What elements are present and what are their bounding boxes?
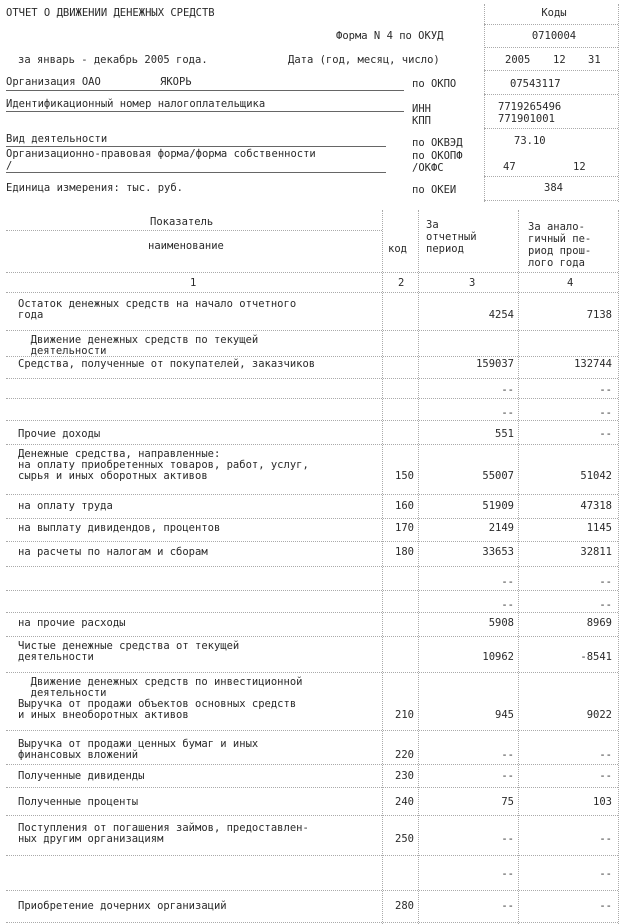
okfs-label: /ОКФС	[412, 162, 444, 174]
row-current-period: 33653	[482, 546, 514, 558]
inn-underline	[6, 111, 404, 112]
col3-header-1: За	[426, 219, 439, 231]
header-divider	[6, 230, 382, 231]
row-separator	[6, 420, 618, 421]
codes-box-right	[618, 4, 619, 202]
col4-header-1: За анало-	[528, 221, 585, 233]
row-separator	[6, 330, 618, 331]
row-previous-period: --	[599, 749, 612, 761]
inn-value: 7719265496	[498, 101, 562, 113]
row-separator	[6, 518, 618, 519]
okei-label: по ОКЕИ	[412, 184, 457, 196]
row-label: сырья и иных оборотных активов	[18, 470, 208, 482]
date-day: 31	[588, 54, 601, 66]
col2-number: 2	[398, 277, 405, 289]
row-separator	[6, 612, 618, 613]
row-previous-period: -8541	[580, 651, 612, 663]
org-underline	[6, 90, 404, 91]
row-previous-period: --	[599, 770, 612, 782]
kpp-label: КПП	[412, 115, 431, 127]
row-label: на прочие расходы	[18, 617, 126, 629]
form-code: 0710004	[531, 30, 577, 42]
row-current-period: 75	[501, 796, 514, 808]
inn-title: Идентификационный номер налогоплательщика	[6, 98, 266, 110]
row-previous-period: 1145	[586, 522, 612, 534]
col1-header-2: наименование	[148, 240, 224, 252]
row-current-period: --	[501, 749, 514, 761]
row-current-period: 551	[495, 428, 514, 440]
col4-number: 4	[567, 277, 574, 289]
row-label: деятельности	[18, 687, 107, 699]
row-separator	[6, 378, 618, 379]
numbers-bottom-line	[6, 292, 618, 293]
row-separator	[6, 815, 618, 816]
row-label: на расчеты по налогам и сборам	[18, 546, 208, 558]
col1-header-1: Показатель	[150, 216, 214, 228]
row-current-period: --	[501, 576, 514, 588]
row-separator	[6, 672, 618, 673]
codes-box-line	[484, 128, 618, 129]
col3-number: 3	[469, 277, 476, 289]
codes-box-line	[484, 70, 618, 71]
row-current-period: 2149	[488, 522, 514, 534]
date-label: Дата (год, месяц, число)	[288, 54, 440, 66]
row-label: Полученные проценты	[18, 796, 139, 808]
row-current-period: 55007	[482, 470, 514, 482]
activity-underline	[6, 146, 386, 147]
row-previous-period: 103	[593, 796, 612, 808]
activity-label: Вид деятельности	[6, 133, 108, 145]
row-label: деятельности	[18, 651, 94, 663]
row-current-period: --	[501, 599, 514, 611]
row-current-period: --	[501, 384, 514, 396]
col3-header-3: период	[426, 243, 464, 255]
report-title: ОТЧЕТ О ДВИЖЕНИИ ДЕНЕЖНЫХ СРЕДСТВ	[6, 7, 215, 19]
row-code: 180	[395, 546, 414, 558]
row-separator	[6, 590, 618, 591]
row-separator	[6, 922, 618, 923]
col-divider	[518, 210, 519, 924]
legal-form-label: Организационно-правовая форма/форма собственности	[6, 148, 316, 160]
legal-form-underline	[6, 172, 386, 173]
row-label: Полученные дивиденды	[18, 770, 145, 782]
row-label: Движение денежных средств по инвестиционной	[18, 676, 303, 688]
row-separator	[6, 730, 618, 731]
row-label: Прочие доходы	[18, 428, 101, 440]
okpo-code: 07543117	[510, 78, 561, 90]
codes-box-line	[484, 176, 618, 177]
row-separator	[6, 356, 618, 357]
codes-box-line	[484, 94, 618, 95]
row-label: года	[18, 309, 44, 321]
row-separator	[6, 566, 618, 567]
row-label: Средства, полученные от покупателей, заказчиков	[18, 358, 316, 370]
row-separator	[6, 636, 618, 637]
row-code: 150	[395, 470, 414, 482]
row-label: Денежные средства, направленные:	[18, 448, 221, 460]
row-separator	[6, 494, 618, 495]
row-separator	[6, 855, 618, 856]
codes-label: Коды	[541, 7, 567, 19]
codes-box-line	[484, 24, 618, 25]
row-separator	[6, 398, 618, 399]
row-code: 250	[395, 833, 414, 845]
period-label: за январь - декабрь 2005 года.	[18, 54, 208, 66]
row-previous-period: --	[599, 576, 612, 588]
row-current-period: 51909	[482, 500, 514, 512]
form-label: Форма N 4 по ОКУД	[336, 30, 444, 42]
unit-label: Единица измерения: тыс. руб.	[6, 182, 184, 194]
row-current-period: 159037	[476, 358, 514, 370]
row-separator	[6, 764, 618, 765]
row-label: Приобретение дочерних организаций	[18, 900, 227, 912]
row-previous-period: 51042	[580, 470, 612, 482]
row-label: Поступления от погашения займов, предоставлен-	[18, 822, 309, 834]
row-label: на оплату приобретенных товаров, работ, услуг,	[18, 459, 309, 471]
row-label: Выручка от продажи объектов основных средств	[18, 698, 297, 710]
col4-header-3: риод прош-	[528, 245, 592, 257]
header-bottom-line	[6, 272, 618, 273]
codes-box-line	[484, 200, 618, 201]
col4-header-4: лого года	[528, 257, 585, 269]
okfs-code: 12	[573, 161, 586, 173]
row-label: деятельности	[18, 345, 107, 357]
okopf-code: 47	[503, 161, 516, 173]
org-label: Организация ОАО	[6, 76, 101, 88]
kpp-value: 771901001	[498, 113, 555, 125]
row-previous-period: --	[599, 428, 612, 440]
col4-header-2: гичный пе-	[528, 233, 592, 245]
row-code: 210	[395, 709, 414, 721]
row-current-period: --	[501, 770, 514, 782]
row-label: и иных внеоборотных активов	[18, 709, 189, 721]
row-label: финансовых вложений	[18, 749, 139, 761]
okved-label: по ОКВЭД	[412, 137, 463, 149]
row-previous-period: --	[599, 384, 612, 396]
row-code: 240	[395, 796, 414, 808]
row-previous-period: 9022	[586, 709, 612, 721]
legal-form-slash: /	[6, 160, 13, 172]
row-current-period: --	[501, 407, 514, 419]
row-separator	[6, 787, 618, 788]
row-label: на выплату дивидендов, процентов	[18, 522, 221, 534]
row-label: Остаток денежных средств на начало отчетного	[18, 298, 297, 310]
row-current-period: 4254	[488, 309, 514, 321]
row-code: 160	[395, 500, 414, 512]
row-previous-period: --	[599, 900, 612, 912]
codes-box-left	[484, 4, 485, 202]
codes-box-line	[484, 47, 618, 48]
row-current-period: --	[501, 833, 514, 845]
okopf-label: по ОКОПФ	[412, 150, 463, 162]
org-name: ЯКОРЬ	[160, 76, 192, 88]
row-previous-period: 132744	[574, 358, 612, 370]
row-previous-period: --	[599, 833, 612, 845]
col1-number: 1	[190, 277, 197, 289]
inn-label: ИНН	[412, 103, 431, 115]
row-separator	[6, 444, 618, 445]
row-current-period: 945	[495, 709, 514, 721]
row-label: ных другим организациям	[18, 833, 164, 845]
date-year: 2005	[505, 54, 531, 66]
row-code: 230	[395, 770, 414, 782]
col2-header: код	[388, 243, 407, 255]
col-divider	[418, 210, 419, 924]
row-current-period: 5908	[488, 617, 514, 629]
row-current-period: 10962	[482, 651, 514, 663]
row-label: Чистые денежные средства от текущей	[18, 640, 240, 652]
col3-header-2: отчетный	[426, 231, 477, 243]
row-current-period: --	[501, 868, 514, 880]
okved-code: 73.10	[514, 135, 546, 147]
row-previous-period: 7138	[586, 309, 612, 321]
row-previous-period: --	[599, 599, 612, 611]
okei-code: 384	[544, 182, 563, 194]
row-separator	[6, 541, 618, 542]
col-divider	[382, 210, 383, 924]
row-separator	[6, 890, 618, 891]
row-label: на оплату труда	[18, 500, 113, 512]
row-code: 220	[395, 749, 414, 761]
row-current-period: --	[501, 900, 514, 912]
row-label: Движение денежных средств по текущей	[18, 334, 259, 346]
row-code: 280	[395, 900, 414, 912]
row-label: Выручка от продажи ценных бумаг и иных	[18, 738, 259, 750]
okpo-label: по ОКПО	[412, 78, 457, 90]
row-previous-period: 47318	[580, 500, 612, 512]
row-previous-period: 8969	[586, 617, 612, 629]
col-divider	[618, 210, 619, 924]
row-previous-period: --	[599, 407, 612, 419]
row-previous-period: --	[599, 868, 612, 880]
row-previous-period: 32811	[580, 546, 612, 558]
date-month: 12	[553, 54, 566, 66]
row-code: 170	[395, 522, 414, 534]
